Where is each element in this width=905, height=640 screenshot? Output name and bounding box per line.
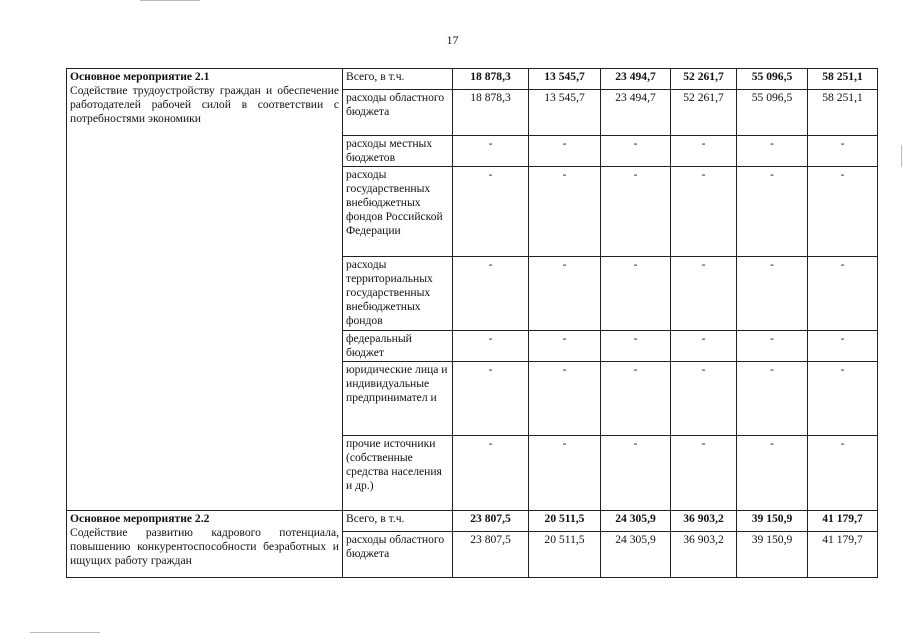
value-cell: - — [808, 167, 878, 257]
page-number: 17 — [446, 33, 459, 47]
funding-source-cell: федеральный бюджет — [343, 331, 453, 362]
value-cell: - — [737, 362, 808, 436]
value-cell: - — [453, 167, 529, 257]
value-cell: - — [529, 136, 601, 167]
event-description: Содействие трудоустройству граждан и обеспечение работодателей рабочей силой в соответствии с потребностями экономики — [70, 84, 339, 125]
scan-artifact-right — [901, 145, 902, 167]
funding-source-cell: Всего, в т.ч. — [343, 511, 453, 532]
value-cell: - — [737, 331, 808, 362]
value-cell: 36 903,2 — [671, 511, 737, 532]
value-cell: - — [671, 436, 737, 511]
value-cell: 41 179,7 — [808, 511, 878, 532]
scan-artifact-top — [140, 0, 200, 1]
value-cell: - — [671, 257, 737, 331]
value-cell: - — [737, 257, 808, 331]
value-cell: 13 545,7 — [529, 90, 601, 136]
value-cell: - — [453, 257, 529, 331]
table-row — [67, 511, 878, 532]
value-cell: 23 807,5 — [453, 511, 529, 532]
event-description-cell — [67, 511, 343, 578]
value-cell: 58 251,1 — [808, 90, 878, 136]
value-cell: - — [808, 257, 878, 331]
value-cell: - — [808, 331, 878, 362]
value-cell: 23 494,7 — [601, 90, 671, 136]
event-description-cell — [67, 69, 343, 511]
event-title: Основное мероприятие 2.2 — [70, 512, 210, 525]
event-title: Основное мероприятие 2.1 — [70, 70, 210, 83]
value-cell: - — [808, 436, 878, 511]
value-cell: - — [529, 167, 601, 257]
value-cell: 39 150,9 — [737, 511, 808, 532]
funding-source-cell: расходы областного бюджета — [343, 90, 453, 136]
scan-artifact-bottom — [30, 632, 100, 633]
funding-source-cell: Всего, в т.ч. — [343, 69, 453, 90]
value-cell: - — [453, 436, 529, 511]
funding-source-cell: расходы территориальных государственных внебюджетных фондов — [343, 257, 453, 331]
value-cell: 18 878,3 — [453, 69, 529, 90]
value-cell: - — [671, 136, 737, 167]
value-cell: - — [601, 331, 671, 362]
budget-table — [66, 68, 878, 578]
value-cell: 23 807,5 — [453, 532, 529, 578]
value-cell: - — [453, 362, 529, 436]
funding-source-cell: расходы местных бюджетов — [343, 136, 453, 167]
value-cell: 52 261,7 — [671, 69, 737, 90]
value-cell: - — [453, 331, 529, 362]
value-cell: - — [671, 362, 737, 436]
value-cell: 39 150,9 — [737, 532, 808, 578]
value-cell: 41 179,7 — [808, 532, 878, 578]
value-cell: - — [601, 436, 671, 511]
value-cell: - — [601, 257, 671, 331]
value-cell: 36 903,2 — [671, 532, 737, 578]
value-cell: - — [601, 362, 671, 436]
value-cell: - — [529, 257, 601, 331]
value-cell: - — [671, 331, 737, 362]
funding-source-cell: расходы государственных внебюджетных фондов Российской Федерации — [343, 167, 453, 257]
value-cell: - — [601, 167, 671, 257]
value-cell: 55 096,5 — [737, 90, 808, 136]
value-cell: - — [671, 167, 737, 257]
value-cell: - — [601, 136, 671, 167]
funding-source-cell: юридические лица и индивидуальные предпринимател и — [343, 362, 453, 436]
value-cell: 20 511,5 — [529, 511, 601, 532]
value-cell: - — [529, 362, 601, 436]
value-cell: - — [737, 436, 808, 511]
value-cell: - — [808, 136, 878, 167]
value-cell: - — [737, 136, 808, 167]
value-cell: 52 261,7 — [671, 90, 737, 136]
value-cell: - — [529, 331, 601, 362]
value-cell: 18 878,3 — [453, 90, 529, 136]
table-row — [67, 69, 878, 90]
value-cell: 23 494,7 — [601, 69, 671, 90]
funding-source-cell: расходы областного бюджета — [343, 532, 453, 578]
funding-source-cell: прочие источники (собственные средства населения и др.) — [343, 436, 453, 511]
value-cell: - — [737, 167, 808, 257]
event-description: Содействие развитию кадрового потенциала, повышению конкурентоспособности безработных и ищущих работу граждан — [70, 526, 339, 567]
value-cell: - — [529, 436, 601, 511]
value-cell: - — [453, 136, 529, 167]
value-cell: 20 511,5 — [529, 532, 601, 578]
value-cell: - — [808, 362, 878, 436]
value-cell: 55 096,5 — [737, 69, 808, 90]
value-cell: 58 251,1 — [808, 69, 878, 90]
value-cell: 13 545,7 — [529, 69, 601, 90]
value-cell: 24 305,9 — [601, 511, 671, 532]
value-cell: 24 305,9 — [601, 532, 671, 578]
